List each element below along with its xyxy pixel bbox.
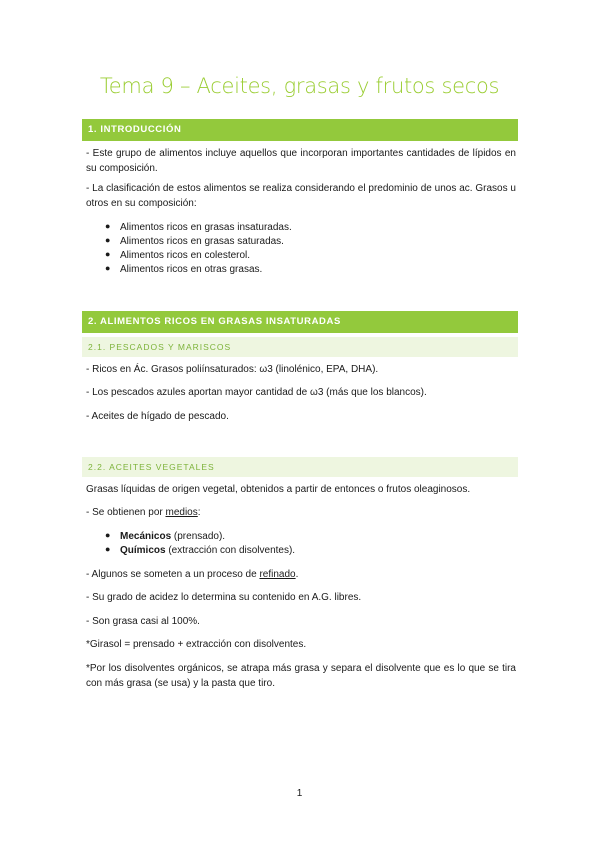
paragraph: Grasas líquidas de origen vegetal, obtenidos a partir de entonces o frutos oleaginosos.	[86, 484, 471, 495]
paragraph: *Girasol = prensado + extracción con disolventes.	[86, 639, 307, 650]
bullet-icon: ●	[105, 263, 111, 273]
paragraph-medios	[86, 506, 516, 521]
paragraph: - Ricos en Ác. Grasos poliínsaturados: ω3 (linolénico, EPA, DHA).	[86, 364, 379, 375]
bullet-icon: ●	[105, 544, 111, 554]
paragraph-refinado	[86, 568, 516, 583]
bullet-icon: ●	[105, 249, 111, 259]
paragraph: *Por los disolventes orgánicos, se atrapa más grasa y separa el disolvente que es lo que se tira con más grasa (se usa) y la pasta que tiro.	[86, 663, 516, 689]
list-item	[120, 544, 510, 558]
underlined-term: medios	[165, 507, 198, 518]
bullet-icon: ●	[105, 530, 111, 540]
paragraph: - Su grado de acidez lo determina su contenido en A.G. libres.	[86, 592, 362, 603]
underlined-term: refinado	[259, 569, 296, 580]
page-title: Tema 9 – Aceites, grasas y frutos secos	[99, 74, 500, 98]
section-heading-introduccion: 1. INTRODUCCIÓN	[82, 119, 518, 141]
bullet-icon: ●	[105, 235, 111, 245]
section-heading-grasas-insaturadas: 2. ALIMENTOS RICOS EN GRASAS INSATURADAS	[82, 311, 518, 333]
paragraph: - Los pescados azules aportan mayor cantidad de ω3 (más que los blancos).	[86, 387, 427, 398]
page-number: 1	[296, 788, 303, 799]
text-segment: .	[295, 569, 299, 580]
bold-term: Mecánicos	[120, 531, 172, 542]
paragraph: - Son grasa casi al 100%.	[86, 616, 200, 627]
text-segment: :	[197, 507, 201, 518]
text-segment: (prensado).	[171, 531, 226, 542]
bullet-icon: ●	[105, 221, 111, 231]
list-item: Alimentos ricos en grasas saturadas.	[120, 236, 284, 247]
list-item: Alimentos ricos en colesterol.	[120, 250, 251, 261]
text-segment: (extracción con disolventes).	[165, 545, 296, 556]
paragraph: - Aceites de hígado de pescado.	[86, 411, 229, 422]
subsection-heading-aceites-vegetales: 2.2. ACEITES VEGETALES	[82, 457, 518, 477]
list-item: Alimentos ricos en otras grasas.	[120, 264, 263, 275]
list-item	[120, 530, 510, 544]
subsection-heading-pescados: 2.1. PESCADOS Y MARISCOS	[82, 337, 518, 357]
text-segment: - Algunos se someten a un proceso de	[86, 569, 260, 580]
list-item: Alimentos ricos en grasas insaturadas.	[120, 222, 292, 233]
text-segment: - Se obtienen por	[86, 507, 166, 518]
paragraph: - La clasificación de estos alimentos se realiza considerando el predominio de unos ac. Grasos u otros en su composición:	[86, 183, 516, 209]
bold-term: Químicos	[120, 545, 166, 556]
paragraph: - Este grupo de alimentos incluye aquellos que incorporan importantes cantidades de lípidos en su composición.	[86, 148, 516, 174]
